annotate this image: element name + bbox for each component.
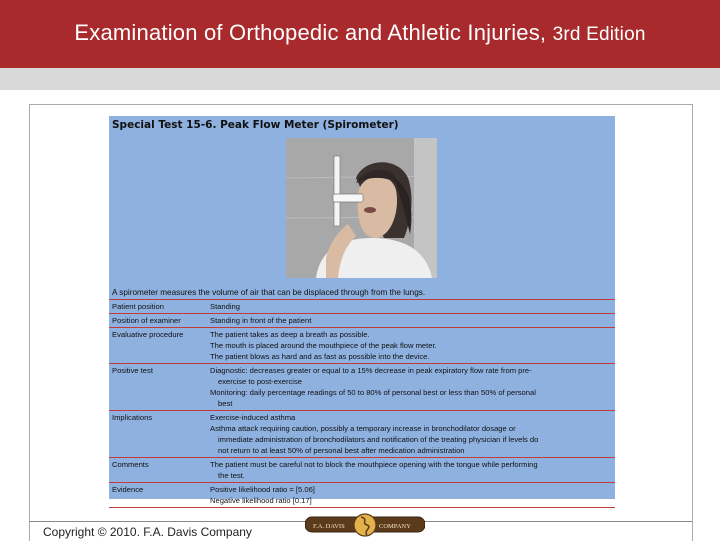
special-test-title: Special Test 15-6. Peak Flow Meter (Spirometer) <box>112 119 399 131</box>
table-row <box>109 300 615 314</box>
row-label: Patient position <box>109 300 207 314</box>
title-underband <box>0 68 720 90</box>
row-label: Comments <box>109 458 207 483</box>
row-line: Monitoring: daily percentage readings of 50 to 80% of personal best or less than 50% of personal <box>210 388 536 397</box>
row-label: Positive test <box>109 364 207 411</box>
row-line: immediate administration of bronchodilators and notification of the treating physician if levels do <box>218 435 539 444</box>
spirometer-photo <box>286 138 437 278</box>
row-line: Positive likelihood ratio = [5.06] <box>210 485 315 494</box>
intro-text: A spirometer measures the volume of air that can be displaced through from the lungs. <box>112 288 426 297</box>
table-row <box>109 364 615 411</box>
row-value <box>207 328 615 364</box>
table-row <box>109 411 615 458</box>
book-edition: 3rd Edition <box>552 24 646 45</box>
row-line: best <box>218 399 233 408</box>
title-bar <box>0 0 720 69</box>
table-row <box>109 314 615 328</box>
copyright-text: Copyright © 2010. F.A. Davis Company <box>43 525 252 539</box>
row-line: not return to at least 50% of personal best after medication administration <box>218 446 465 455</box>
spirometer-photo-illustration <box>286 138 437 278</box>
row-value <box>207 483 615 508</box>
row-label: Implications <box>109 411 207 458</box>
row-line: Diagnostic: decreases greater or equal to a 15% decrease in peak expiratory flow rate from pre- <box>210 366 532 375</box>
row-line: The patient blows as hard and as fast as possible into the device. <box>210 352 430 361</box>
row-line: the test. <box>218 471 246 480</box>
row-line: Asthma attack requiring caution, possibly a temporary increase in bronchodilator dosage or <box>210 424 516 433</box>
row-line: exercise to post-exercise <box>218 377 302 386</box>
row-value <box>207 458 615 483</box>
row-value <box>207 300 615 314</box>
row-line: The patient takes as deep a breath as possible. <box>210 330 370 339</box>
special-test-panel <box>109 116 615 505</box>
row-line: Negative likelihood ratio [0.17] <box>210 496 312 505</box>
row-label: Evaluative procedure <box>109 328 207 364</box>
row-line: Standing <box>210 302 240 311</box>
row-line: Exercise-induced asthma <box>210 413 296 422</box>
svg-text:F.A. DAVIS: F.A. DAVIS <box>313 523 345 530</box>
special-test-table <box>109 299 615 508</box>
table-row <box>109 483 615 508</box>
row-value <box>207 364 615 411</box>
row-line: Standing in front of the patient <box>210 316 312 325</box>
row-value <box>207 411 615 458</box>
row-value <box>207 314 615 328</box>
row-line: The patient must be careful not to block the mouthpiece opening with the tongue while performing <box>210 460 538 469</box>
row-label: Position of examiner <box>109 314 207 328</box>
book-title: Examination of Orthopedic and Athletic Injuries, <box>74 20 547 45</box>
table-row <box>109 458 615 483</box>
table-row <box>109 328 615 364</box>
fa-davis-logo <box>305 511 425 540</box>
slide-title <box>0 20 720 46</box>
svg-text:COMPANY: COMPANY <box>379 523 411 530</box>
row-line: The mouth is placed around the mouthpiece of the peak flow meter. <box>210 341 437 350</box>
row-label: Evidence <box>109 483 207 508</box>
